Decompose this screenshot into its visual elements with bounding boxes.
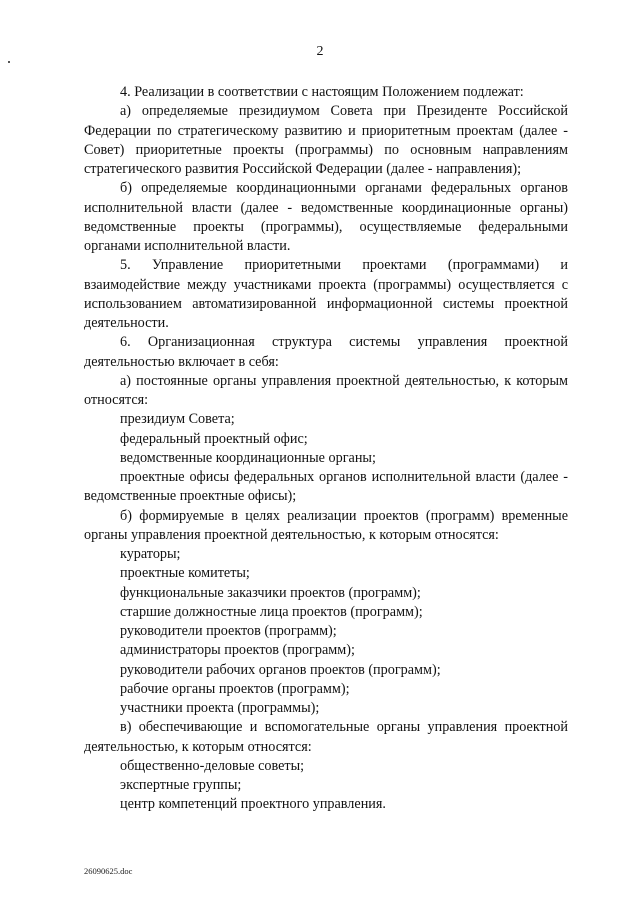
list-item: общественно-деловые советы; bbox=[120, 757, 305, 774]
paragraph-4: 4. Реализации в соответствии с настоящим Положением подлежат: bbox=[120, 84, 524, 100]
list-item: администраторы проектов (программ); bbox=[120, 642, 355, 659]
list-item: функциональные заказчики проектов (программ); bbox=[120, 584, 421, 601]
list-item: руководители рабочих органов проектов (программ); bbox=[120, 661, 441, 678]
list-item: федеральный проектный офис; bbox=[120, 430, 308, 447]
list-item: президиум Совета; bbox=[120, 411, 235, 428]
document-footer-filename: 26090625.doc bbox=[84, 866, 133, 876]
list-item: центр компетенций проектного управления. bbox=[120, 796, 386, 813]
paragraph-5: 5. Управление приоритетными проектами (программами) и взаимодействие между участниками проекта (программы) осуществляется с использованием автоматизированной информационной системы проектной деятельности. bbox=[84, 257, 568, 331]
list-item: участники проекта (программы); bbox=[120, 700, 320, 716]
paragraph-6b: б) формируемые в целях реализации проектов (программ) временные органы управления проектной деятельностью, к которым относятся: bbox=[84, 507, 568, 543]
list-item: рабочие органы проектов (программ); bbox=[120, 680, 350, 697]
list-item: проектные офисы федеральных органов исполнительной власти (далее - ведомственные проектные офисы); bbox=[84, 469, 568, 505]
page-number: 2 bbox=[316, 44, 324, 59]
scan-artifact-dot bbox=[8, 61, 10, 63]
list-item: кураторы; bbox=[120, 546, 181, 562]
list-item: руководители проектов (программ); bbox=[120, 623, 337, 639]
list-item: экспертные группы; bbox=[120, 777, 242, 793]
list-item: ведомственные координационные органы; bbox=[120, 449, 376, 466]
paragraph-6a: а) постоянные органы управления проектной деятельностью, к которым относятся: bbox=[84, 372, 568, 408]
list-item: старшие должностные лица проектов (программ); bbox=[120, 603, 423, 620]
paragraph-6c: в) обеспечивающие и вспомогательные органы управления проектной деятельностью, к которым относятся: bbox=[84, 719, 568, 755]
paragraph-6: 6. Организационная структура системы управления проектной деятельностью включает в себя: bbox=[84, 334, 568, 370]
list-item: проектные комитеты; bbox=[120, 565, 250, 582]
paragraph-4b: б) определяемые координационными органами федеральных органов исполнительной власти (далее - ведомственные координационные органы) ведомственные проекты (программы), осуществляемые федеральными органами исполнительной власти. bbox=[84, 180, 568, 254]
paragraph-4a: а) определяемые президиумом Совета при Президенте Российской Федерации по стратегическому развитию и приоритетным проектам (далее - Совет) приоритетные проекты (программы) по основным направлениям стратегического развития Российской Федерации (далее - направления); bbox=[84, 103, 568, 177]
document-body bbox=[84, 83, 568, 815]
